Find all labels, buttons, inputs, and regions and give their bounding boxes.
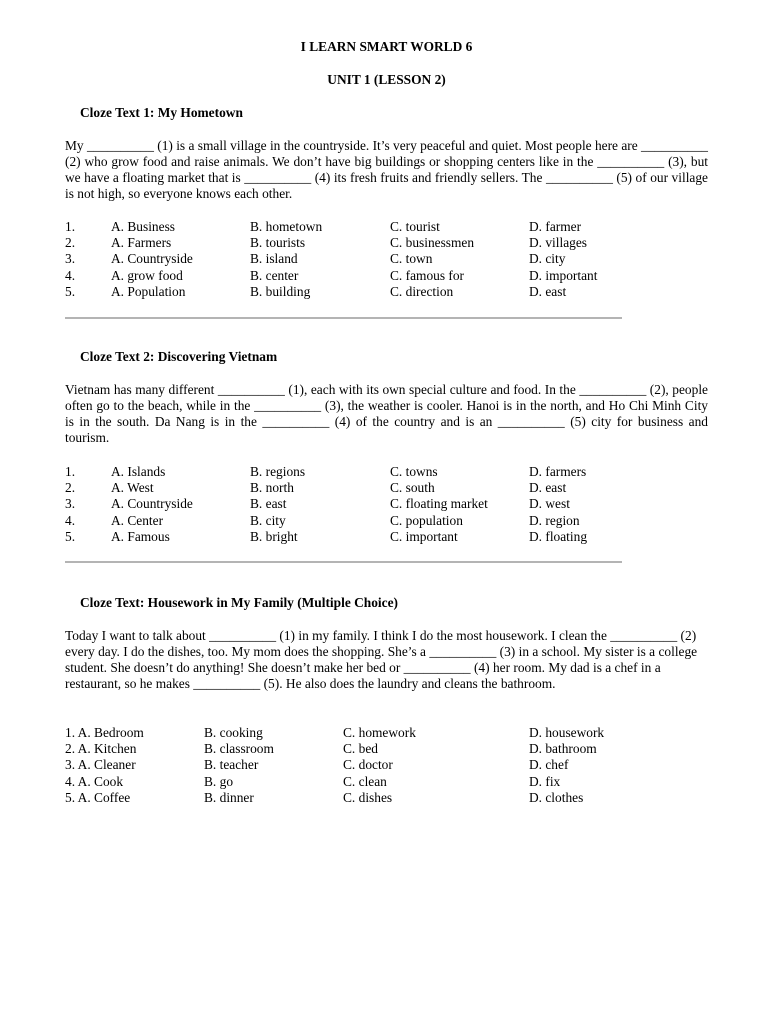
section-divider <box>65 317 622 319</box>
option-d: D. floating <box>529 528 588 544</box>
section1-question-2 <box>65 235 708 251</box>
option-c: C. tourist <box>390 219 440 234</box>
option-d: D. east <box>529 480 567 496</box>
section2-question-1 <box>65 464 708 480</box>
option-a: 4. A. Cook <box>65 773 124 789</box>
option-a: 1. A. Bedroom <box>65 725 144 740</box>
option-c: C. town <box>390 251 433 267</box>
option-b: B. city <box>250 512 286 528</box>
section1-heading: Cloze Text 1: My Hometown <box>80 105 243 120</box>
option-c: C. important <box>390 528 458 544</box>
option-d: D. west <box>529 496 570 512</box>
option-d: D. bathroom <box>529 741 597 757</box>
section2-question-3 <box>65 496 708 512</box>
section2-question-2 <box>65 480 708 496</box>
option-c: C. south <box>390 480 435 496</box>
section-divider <box>65 561 622 563</box>
option-b: B. classroom <box>204 741 274 757</box>
option-d: D. clothes <box>529 789 584 805</box>
option-c: C. bed <box>343 741 378 757</box>
section3-passage: Today I want to talk about __________ (1) in my family. I think I do the most housework. I clean the __________ (2) every day. I do the dishes, too. My mom does the shopping. She’s a __________ (3) in a school. My sister is a college student. She doesn’t do anything! She doesn’t make her bed or __________ (4) her room. My dad is a chef in a restaurant, so he makes __________ (5). He also does the laundry and cleans the bathroom. <box>65 628 698 691</box>
section2-passage: Vietnam has many different __________ (1), each with its own special culture and food. In the __________ (2), people often go to the beach, while in the __________ (3), the weather is cooler. Hanoi is in the north, and Ho Chi Minh City is in the south. Da Nang is in the __________ (4) of the country and is an __________ (5) city for business and tourism. <box>65 382 708 445</box>
option-a: 3. A. Cleaner <box>65 757 136 773</box>
option-b: B. north <box>250 480 294 496</box>
option-d: D. fix <box>529 773 561 789</box>
option-d: D. chef <box>529 757 569 773</box>
section3-question-4 <box>65 774 708 790</box>
option-d: D. region <box>529 512 580 528</box>
option-b: B. go <box>204 773 234 789</box>
section3-question-1 <box>65 725 708 741</box>
option-d: D. east <box>529 283 567 299</box>
section1-question-1 <box>65 219 708 235</box>
question-number: 5. <box>65 283 76 299</box>
option-c: C. direction <box>390 283 454 299</box>
section2-options <box>65 464 708 545</box>
option-c: C. floating market <box>390 496 488 512</box>
question-number: 5. <box>65 528 76 544</box>
section2-heading: Cloze Text 2: Discovering Vietnam <box>80 349 278 364</box>
option-d: D. farmers <box>529 464 587 479</box>
option-d: D. city <box>529 251 566 267</box>
option-a: A. grow food <box>111 267 183 283</box>
option-a: 5. A. Coffee <box>65 789 131 805</box>
option-a: A. Famous <box>111 528 170 544</box>
option-d: D. housework <box>529 725 605 740</box>
option-b: B. hometown <box>250 219 323 234</box>
section1-passage: My __________ (1) is a small village in the countryside. It’s very peaceful and quiet. Most people here are __________ (2) who grow food and raise animals. We don’t have big buildings or shopping centers like in the __________ (3), but we have a floating market that is __________ (4) its fresh fruits and friendly sellers. The __________ (5) of our village is not high, so everyone knows each other. <box>65 138 708 201</box>
section3-question-5 <box>65 790 708 806</box>
option-b: B. cooking <box>204 725 263 740</box>
section2-question-5 <box>65 529 708 545</box>
section3-heading: Cloze Text: Housework in My Family (Multiple Choice) <box>80 595 398 610</box>
option-b: B. east <box>250 496 287 512</box>
section2-question-4 <box>65 513 708 529</box>
question-number: 1. <box>65 219 76 234</box>
option-c: C. famous for <box>390 267 465 283</box>
section1-options <box>65 219 708 300</box>
option-b: B. regions <box>250 464 306 479</box>
option-b: B. dinner <box>204 789 254 805</box>
section3-question-3 <box>65 757 708 773</box>
option-a: A. West <box>111 480 154 496</box>
option-b: B. bright <box>250 528 298 544</box>
question-number: 4. <box>65 512 76 528</box>
option-c: C. homework <box>343 725 416 740</box>
option-c: C. clean <box>343 773 387 789</box>
section3-question-2 <box>65 741 708 757</box>
question-number: 4. <box>65 267 76 283</box>
option-a: A. Farmers <box>111 235 172 251</box>
option-c: C. businessmen <box>390 235 475 251</box>
worksheet-title: I LEARN SMART WORLD 6 <box>300 39 473 54</box>
section1-question-4 <box>65 268 708 284</box>
option-b: B. building <box>250 283 311 299</box>
option-a: A. Population <box>111 283 186 299</box>
question-number: 3. <box>65 496 76 512</box>
option-b: B. tourists <box>250 235 306 251</box>
option-c: C. towns <box>390 464 438 479</box>
option-c: C. dishes <box>343 789 393 805</box>
section3-options <box>65 725 708 806</box>
question-number: 1. <box>65 464 76 479</box>
option-d: D. important <box>529 267 598 283</box>
option-b: B. teacher <box>204 757 259 773</box>
option-b: B. center <box>250 267 299 283</box>
option-a: A. Business <box>111 219 175 234</box>
unit-subtitle: UNIT 1 (LESSON 2) <box>327 72 446 87</box>
option-b: B. island <box>250 251 298 267</box>
option-c: C. doctor <box>343 757 393 773</box>
option-a: A. Center <box>111 512 164 528</box>
option-a: A. Countryside <box>111 496 193 512</box>
question-number: 2. <box>65 235 76 251</box>
option-a: A. Countryside <box>111 251 193 267</box>
option-c: C. population <box>390 512 463 528</box>
section1-question-3 <box>65 251 708 267</box>
option-d: D. villages <box>529 235 588 251</box>
option-d: D. farmer <box>529 219 582 234</box>
question-number: 3. <box>65 251 76 267</box>
section1-question-5 <box>65 284 708 300</box>
question-number: 2. <box>65 480 76 496</box>
option-a: A. Islands <box>111 464 166 479</box>
option-a: 2. A. Kitchen <box>65 741 137 757</box>
